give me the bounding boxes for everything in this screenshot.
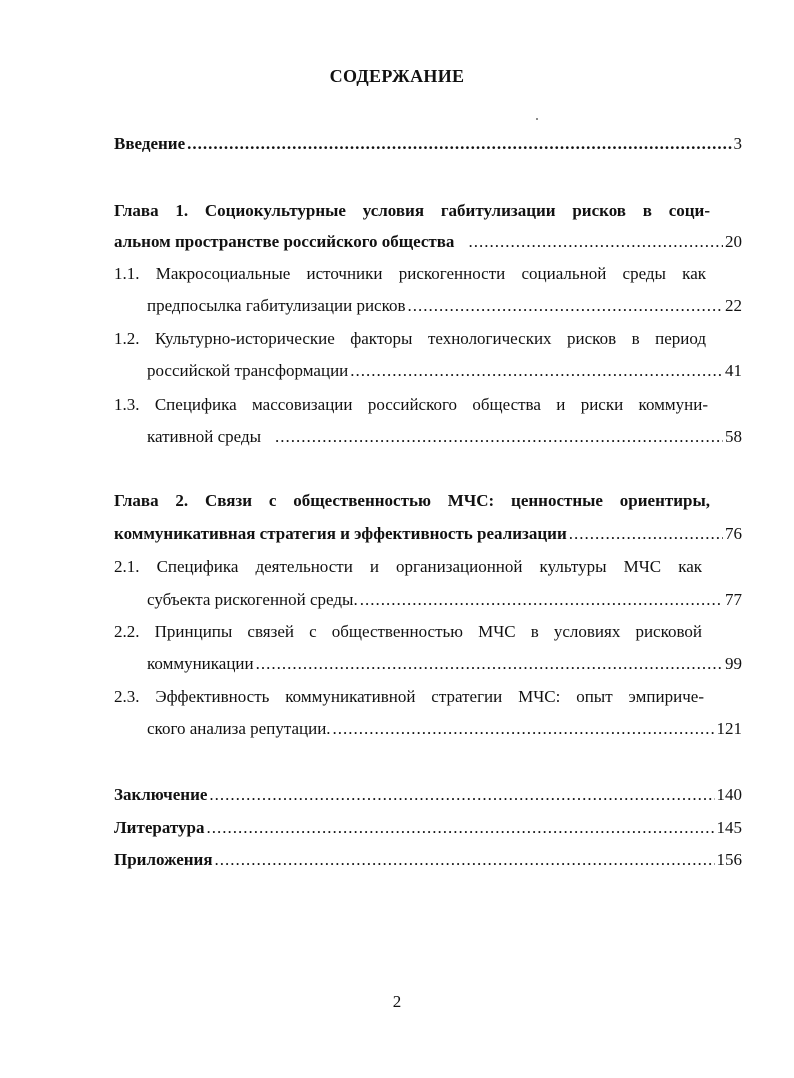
toc-entry-page: 140 bbox=[716, 785, 742, 804]
dot-leader bbox=[215, 849, 715, 871]
toc-entry-label: коммуникативная стратегия и эффективность реализации bbox=[114, 524, 567, 543]
toc-entry-label: Приложения bbox=[114, 850, 213, 869]
toc-entry-literature bbox=[114, 817, 742, 839]
dot-leader bbox=[350, 360, 723, 382]
toc-section-1-1-line1: 1.1. Макросоциальные источники рискогенности социальной среды как bbox=[114, 264, 706, 283]
toc-entry-section-2-3 bbox=[147, 718, 742, 740]
dot-leader bbox=[275, 426, 723, 448]
dot-leader bbox=[256, 653, 723, 675]
dot-leader bbox=[360, 589, 723, 611]
toc-entry-section-2-2 bbox=[147, 653, 742, 675]
toc-entry-label: Литература bbox=[114, 818, 205, 837]
dot-leader bbox=[187, 133, 731, 155]
dot-leader bbox=[408, 295, 723, 317]
toc-entry-page: 3 bbox=[733, 134, 742, 153]
toc-entry-page: 77 bbox=[725, 590, 742, 609]
toc-entry-label: кативной среды bbox=[147, 427, 262, 446]
dot-leader bbox=[333, 718, 715, 740]
toc-entry-page: 99 bbox=[725, 654, 742, 673]
toc-entry-label: Введение bbox=[114, 134, 186, 153]
toc-entry-chapter1 bbox=[114, 231, 742, 253]
toc-entry-page: 41 bbox=[725, 361, 742, 380]
scan-speck bbox=[536, 118, 538, 120]
toc-entry-appendices bbox=[114, 849, 742, 871]
dot-leader bbox=[468, 231, 723, 253]
toc-entry-label: Заключение bbox=[114, 785, 208, 804]
toc-section-2-1-line1: 2.1. Специфика деятельности и организационной культуры МЧС как bbox=[114, 557, 702, 576]
dot-leader bbox=[206, 817, 714, 839]
toc-entry-page: 156 bbox=[716, 850, 742, 869]
toc-entry-page: 20 bbox=[725, 232, 742, 251]
toc-entry-page: 58 bbox=[725, 427, 742, 446]
toc-entry-label: коммуникации bbox=[147, 654, 254, 673]
toc-entry-page: 22 bbox=[725, 296, 742, 315]
toc-entry-section-1-1 bbox=[147, 295, 742, 317]
toc-entry-section-1-2 bbox=[147, 360, 742, 382]
toc-chapter1-title-line1: Глава 1. Социокультурные условия габитулизации рисков в соци- bbox=[114, 201, 710, 220]
toc-section-2-2-line1: 2.2. Принципы связей с общественностью МЧС в условиях рисковой bbox=[114, 622, 702, 641]
toc-section-1-3-line1: 1.3. Специфика массовизации российского общества и риски коммуни- bbox=[114, 395, 708, 414]
toc-section-1-2-line1: 1.2. Культурно-исторические факторы технологических рисков в период bbox=[114, 329, 706, 348]
dot-leader bbox=[209, 784, 714, 806]
toc-chapter2-title-line1: Глава 2. Связи с общественностью МЧС: ценностные ориентиры, bbox=[114, 491, 710, 510]
dot-leader bbox=[569, 523, 723, 545]
toc-entry-section-2-1 bbox=[147, 589, 742, 611]
toc-entry-label: альном пространстве российского общества bbox=[114, 232, 455, 251]
page-title: СОДЕРЖАНИЕ bbox=[329, 66, 465, 86]
toc-entry-section-1-3 bbox=[147, 426, 742, 448]
toc-entry-conclusion bbox=[114, 784, 742, 806]
toc-entry-page: 145 bbox=[716, 818, 742, 837]
toc-entry-label: предпосылка габитулизации рисков bbox=[147, 296, 406, 315]
toc-entry-page: 76 bbox=[725, 524, 742, 543]
toc-entry-label: ского анализа репутации. bbox=[147, 719, 331, 738]
toc-entry-label: российской трансформации bbox=[147, 361, 349, 380]
toc-section-2-3-line1: 2.3. Эффективность коммуникативной стратегии МЧС: опыт эмпириче- bbox=[114, 687, 704, 706]
toc-entry-label: субъекта рискогенной среды. bbox=[147, 590, 358, 609]
page-number: 2 bbox=[392, 992, 402, 1011]
toc-entry-page: 121 bbox=[716, 719, 742, 738]
toc-entry-chapter2 bbox=[114, 523, 742, 545]
toc-entry-intro bbox=[114, 133, 742, 155]
